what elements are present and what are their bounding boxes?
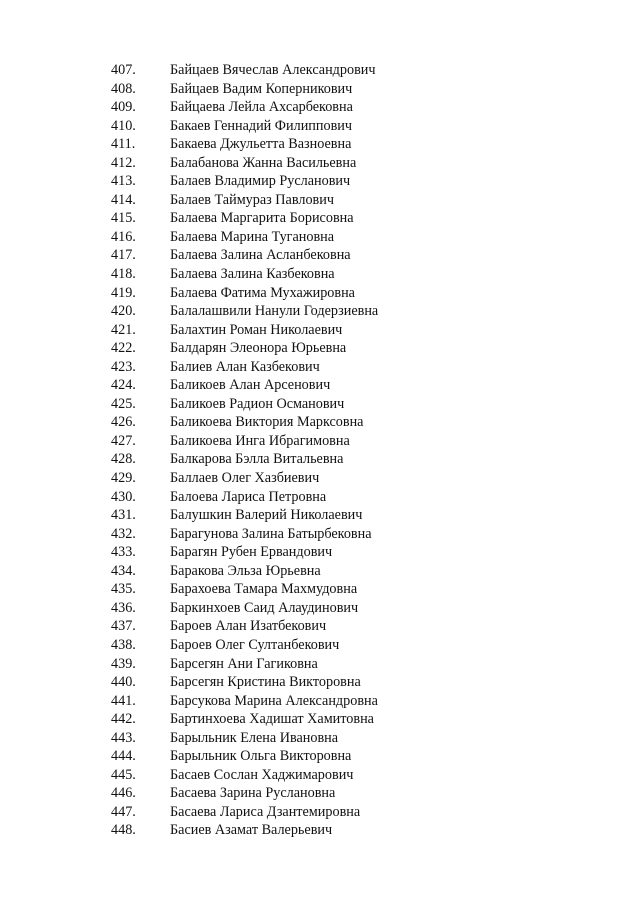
list-item-number: 414. [111, 191, 136, 208]
list-item-name: Баркинхоев Саид Алаудинович [170, 599, 359, 616]
list-item-number: 443. [111, 729, 136, 746]
list-item-number: 407. [111, 62, 136, 78]
list-item-name: Барыльник Ольга Викторовна [170, 748, 352, 765]
list-item-number: 436. [111, 599, 136, 616]
list-item [0, 80, 640, 99]
list-item-name: Балаев Владимир Русланович [170, 173, 351, 190]
list-item-name: Балиев Алан Казбекович [170, 358, 320, 375]
list-item-number: 430. [111, 488, 136, 505]
list-item-number: 434. [111, 562, 136, 579]
list-item [0, 617, 640, 636]
list-item-name: Барагян Рубен Ервандович [170, 544, 333, 561]
list-item-number: 422. [111, 340, 136, 357]
list-item-name: Барыльник Елена Ивановна [170, 729, 339, 746]
list-item-name: Бароев Алан Изатбекович [170, 618, 327, 635]
list-item-number: 439. [111, 655, 136, 672]
list-item-number: 408. [111, 80, 136, 97]
list-item-name: Баликоев Алан Арсенович [170, 377, 331, 394]
list-item-number: 413. [111, 173, 136, 190]
list-item-name: Бакаев Геннадий Филиппович [170, 117, 352, 134]
list-item [0, 599, 640, 618]
list-item-name: Балдарян Элеонора Юрьевна [170, 340, 347, 357]
list-item [0, 506, 640, 525]
list-item [0, 784, 640, 803]
list-item [0, 803, 640, 822]
list-item-number: 412. [111, 154, 136, 171]
list-item-name: Бартинхоева Хадишат Хамитовна [170, 711, 374, 728]
list-item [0, 413, 640, 432]
list-item-number: 415. [111, 210, 136, 227]
list-item-number: 410. [111, 117, 136, 134]
list-item [0, 673, 640, 692]
name-list [0, 61, 640, 840]
list-item-name: Баракова Эльза Юрьевна [170, 562, 321, 579]
list-item-number: 424. [111, 377, 136, 394]
list-item [0, 246, 640, 265]
list-item-number: 409. [111, 99, 136, 116]
list-item [0, 358, 640, 377]
list-item [0, 98, 640, 117]
list-item [0, 209, 640, 228]
list-item [0, 580, 640, 599]
list-item-name: Байцаева Лейла Ахсарбековна [170, 99, 353, 116]
list-item-name: Байцаев Вадим Коперникович [170, 80, 353, 97]
list-item [0, 747, 640, 766]
list-item-number: 420. [111, 303, 136, 320]
list-item-number: 425. [111, 395, 136, 412]
list-item [0, 321, 640, 340]
list-item [0, 228, 640, 247]
list-item [0, 821, 640, 840]
list-item-number: 423. [111, 358, 136, 375]
list-item-name: Бароев Олег Султанбекович [170, 636, 340, 653]
list-item [0, 432, 640, 451]
list-item-name: Барсукова Марина Александровна [170, 692, 378, 709]
list-item [0, 766, 640, 785]
list-item-name: Барсегян Кристина Викторовна [170, 674, 361, 691]
list-item-number: 441. [111, 692, 136, 709]
list-item [0, 117, 640, 136]
list-item-name: Балушкин Валерий Николаевич [170, 507, 363, 524]
list-item-number: 418. [111, 266, 136, 283]
list-item [0, 729, 640, 748]
list-item-number: 426. [111, 414, 136, 431]
list-item [0, 61, 640, 80]
list-item-name: Баликоева Инга Ибрагимовна [170, 432, 350, 449]
list-item [0, 191, 640, 210]
list-item-number: 445. [111, 766, 136, 783]
list-item-name: Балаев Таймураз Павлович [170, 191, 334, 208]
list-item-name: Басаева Лариса Дзантемировна [170, 803, 361, 820]
list-item-name: Балаева Залина Казбековна [170, 266, 335, 283]
list-item-number: 428. [111, 451, 136, 468]
list-item-name: Балабанова Жанна Васильевна [170, 154, 357, 171]
list-item-name: Баликоев Радион Османович [170, 395, 345, 412]
list-item [0, 154, 640, 173]
list-item-number: 448. [111, 822, 136, 839]
list-item-name: Балахтин Роман Николаевич [170, 321, 343, 338]
list-item-number: 427. [111, 432, 136, 449]
list-item-name: Баликоева Виктория Марксовна [170, 414, 364, 431]
list-item-name: Балаева Маргарита Борисовна [170, 210, 354, 227]
list-item-name: Барахоева Тамара Махмудовна [170, 581, 358, 598]
list-item-name: Баллаев Олег Хазбиевич [170, 470, 320, 487]
list-item-number: 417. [111, 247, 136, 264]
list-item-number: 416. [111, 228, 136, 245]
list-item [0, 172, 640, 191]
list-item-number: 431. [111, 507, 136, 524]
list-item-number: 421. [111, 321, 136, 338]
list-item [0, 488, 640, 507]
list-item [0, 562, 640, 581]
list-item-number: 446. [111, 785, 136, 802]
list-item-name: Басаев Сослан Хаджимарович [170, 766, 354, 783]
list-item-number: 433. [111, 544, 136, 561]
list-item-name: Балаева Залина Асланбековна [170, 247, 351, 264]
list-item [0, 135, 640, 154]
list-item-number: 444. [111, 748, 136, 765]
list-item-number: 442. [111, 711, 136, 728]
list-item-number: 429. [111, 470, 136, 487]
list-item-name: Балаева Фатима Мухажировна [170, 284, 355, 301]
list-item [0, 692, 640, 711]
list-item [0, 395, 640, 414]
list-item [0, 302, 640, 321]
list-item-number: 435. [111, 581, 136, 598]
list-item [0, 655, 640, 674]
list-item [0, 525, 640, 544]
list-item-name: Балаева Марина Тугановна [170, 228, 335, 245]
list-item-name: Балоева Лариса Петровна [170, 488, 327, 505]
list-item-name: Басиев Азамат Валерьевич [170, 822, 333, 839]
list-item-number: 419. [111, 284, 136, 301]
list-item [0, 543, 640, 562]
list-item-number: 440. [111, 674, 136, 691]
list-item [0, 636, 640, 655]
list-item-name: Балалашвили Нанули Годерзиевна [170, 303, 379, 320]
list-item [0, 376, 640, 395]
list-item-number: 411. [111, 136, 136, 153]
list-item-number: 438. [111, 636, 136, 653]
list-item [0, 284, 640, 303]
list-item-number: 432. [111, 525, 136, 542]
list-item [0, 265, 640, 284]
list-item [0, 710, 640, 729]
list-item-number: 437. [111, 618, 136, 635]
list-item-name: Байцаев Вячеслав Александрович [170, 62, 376, 78]
list-item-name: Бакаева Джульетта Вазноевна [170, 136, 352, 153]
list-item-name: Барагунова Залина Батырбековна [170, 525, 372, 542]
list-item-number: 447. [111, 803, 136, 820]
list-item-name: Балкарова Бэлла Витальевна [170, 451, 344, 468]
list-item [0, 450, 640, 469]
list-item-name: Барсегян Ани Гагиковна [170, 655, 318, 672]
list-item [0, 469, 640, 488]
list-item [0, 339, 640, 358]
list-item-name: Басаева Зарина Руслановна [170, 785, 336, 802]
